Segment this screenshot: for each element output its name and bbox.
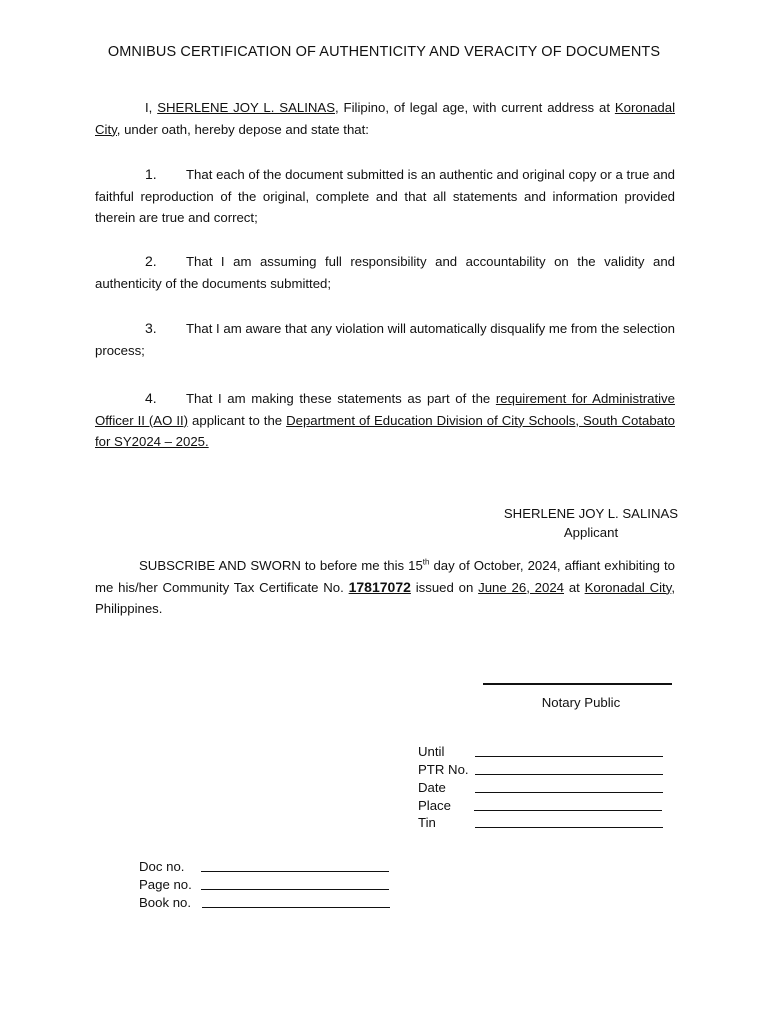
field-label: Tin xyxy=(418,815,436,830)
field-label: Doc no. xyxy=(139,859,185,874)
item-text: That each of the document submitted is an authentic and original copy or a true and faithful reproduction of the original, complete and that all statements and information provided therein are true and correct; xyxy=(95,167,675,225)
field-label: Until xyxy=(418,744,445,759)
item-number: 4. xyxy=(145,390,157,406)
field-label: PTR No. xyxy=(418,762,469,777)
jurat-text-3: issued on xyxy=(410,579,479,595)
department-name: Department of Education Division of City Schools, South Cotabato for SY2024 – 2025. xyxy=(95,412,675,449)
field-line xyxy=(475,756,663,757)
item-text: That I am assuming full responsibility and accountability on the validity and authenticity of the documents submitted; xyxy=(95,254,675,291)
notary-field-ptr xyxy=(418,761,668,779)
field-label: Place xyxy=(418,798,451,813)
affiant-name: SHERLENE JOY L. SALINAS xyxy=(157,100,336,115)
signatory-block xyxy=(500,504,682,542)
jurat-text-1: SUBSCRIBE AND SWORN to before me this 15 xyxy=(139,558,423,573)
item-text: That I am aware that any violation will automatically disqualify me from the selection process; xyxy=(95,321,675,358)
field-line xyxy=(475,792,663,793)
intro-prefix: I, xyxy=(145,100,158,115)
jurat-text-5: , Philippines. xyxy=(95,579,675,616)
intro-paragraph xyxy=(95,97,675,140)
field-line xyxy=(474,810,662,811)
notary-field-date xyxy=(418,779,668,797)
doc-field-book-no xyxy=(139,894,399,912)
field-label: Date xyxy=(418,780,446,795)
notary-field-place xyxy=(418,797,668,815)
field-line xyxy=(202,907,390,908)
item-3 xyxy=(95,318,675,361)
document-title: OMNIBUS CERTIFICATION OF AUTHENTICITY AND VERACITY OF DOCUMENTS xyxy=(107,44,661,60)
affiant-address: Koronadal City, xyxy=(95,100,675,137)
field-line xyxy=(475,774,663,775)
field-line xyxy=(475,827,663,828)
intro-suffix: under oath, hereby depose and state that: xyxy=(120,121,369,137)
jurat-day-suffix: th xyxy=(422,557,430,567)
notary-field-tin xyxy=(418,814,668,832)
item-2 xyxy=(95,251,675,294)
intro-mid: , Filipino, of legal age, with current address at xyxy=(335,100,615,115)
field-label: Book no. xyxy=(139,895,192,910)
field-line xyxy=(201,871,389,872)
field-line xyxy=(201,889,389,890)
item-text-pre: That I am making these statements as part of the xyxy=(186,391,496,406)
item-4 xyxy=(95,388,675,453)
item-text-mid: applicant to the xyxy=(188,412,287,428)
signatory-role: Applicant xyxy=(563,525,619,540)
notary-field-until xyxy=(418,743,668,761)
signatory-name: SHERLENE JOY L. SALINAS xyxy=(503,506,679,521)
field-label: Page no. xyxy=(139,877,192,892)
ctc-number: 17817072 xyxy=(348,578,411,595)
item-number: 3. xyxy=(145,320,157,336)
notary-public-label: Notary Public xyxy=(541,695,621,710)
doc-field-doc-no xyxy=(139,858,399,876)
position-requirement: requirement for Administrative Officer II (AO II) xyxy=(95,391,675,428)
item-number: 2. xyxy=(145,253,157,269)
jurat-text-4: at xyxy=(564,579,585,595)
item-1 xyxy=(95,164,675,229)
ctc-issued-date: June 26, 2024 xyxy=(478,579,565,595)
item-number: 1. xyxy=(145,166,157,182)
jurat-text-2: day of October, 2024, affiant exhibiting to me his/her Community Tax Certificate No. xyxy=(95,558,675,595)
jurat-paragraph xyxy=(95,555,675,620)
ctc-issued-place: Koronadal City xyxy=(584,579,672,595)
doc-field-page-no xyxy=(139,876,399,894)
notary-signature-line xyxy=(483,683,672,685)
